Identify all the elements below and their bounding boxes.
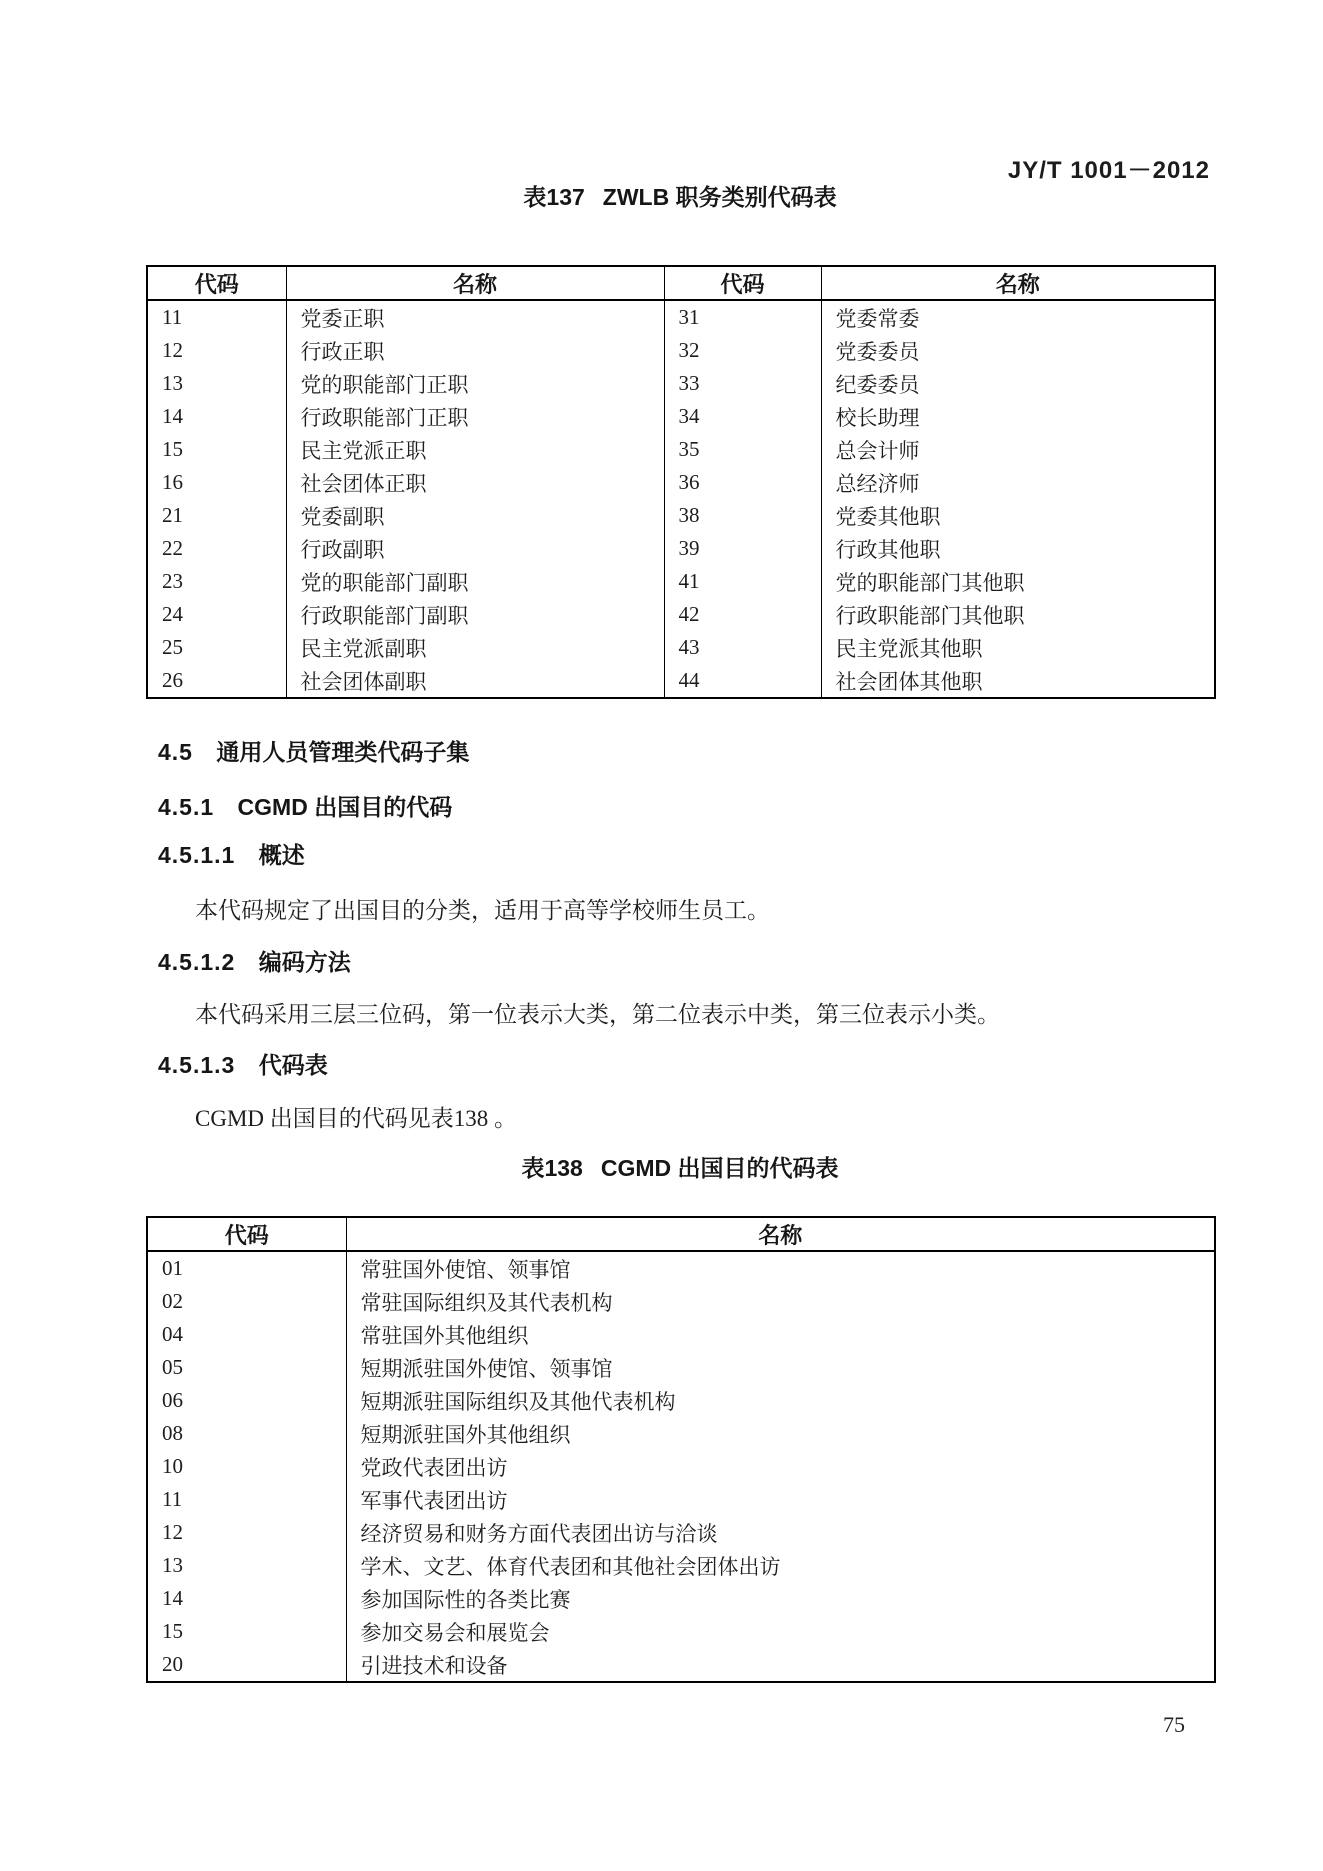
section-number: 4.5.1.1	[158, 842, 236, 868]
table138-caption-number: 表138	[521, 1155, 583, 1181]
name-cell: 行政职能部门其他职	[821, 598, 1215, 631]
table137-header-row	[147, 266, 1215, 300]
table-row	[147, 1483, 1215, 1516]
table-row	[147, 664, 1215, 698]
table-row	[147, 1648, 1215, 1682]
name-cell: 军事代表团出访	[346, 1483, 1215, 1516]
code-cell: 04	[162, 1322, 183, 1346]
table-row	[147, 532, 1215, 565]
code-cell: 35	[664, 433, 821, 466]
code-cell: 14	[162, 1586, 183, 1610]
section-number: 4.5.1	[158, 794, 215, 820]
code-cell: 11	[162, 1487, 183, 1511]
code-cell: 42	[664, 598, 821, 631]
code-cell: 34	[664, 400, 821, 433]
name-cell: 总会计师	[821, 433, 1215, 466]
name-cell: 校长助理	[821, 400, 1215, 433]
name-cell: 党委其他职	[821, 499, 1215, 532]
page-number: 75	[1163, 1712, 1185, 1737]
table137-caption	[146, 182, 1214, 212]
section-heading-4-5-1-3	[158, 1050, 328, 1080]
code-cell: 44	[664, 664, 821, 698]
code-cell: 08	[162, 1421, 183, 1445]
table-row	[147, 1251, 1215, 1285]
overview-paragraph: 本代码规定了出国目的分类，适用于高等学校师生员工。	[195, 898, 770, 923]
table-row	[147, 1351, 1215, 1384]
name-cell: 行政职能部门副职	[286, 598, 664, 631]
table-row	[147, 598, 1215, 631]
name-cell: 短期派驻国外其他组织	[346, 1417, 1215, 1450]
table137-header-code-left: 代码	[147, 266, 286, 300]
name-cell: 党委副职	[286, 499, 664, 532]
table137-caption-text: ZWLB 职务类别代码表	[602, 184, 837, 210]
code-cell: 43	[664, 631, 821, 664]
code-cell: 32	[664, 334, 821, 367]
name-cell: 党委委员	[821, 334, 1215, 367]
name-cell: 总经济师	[821, 466, 1215, 499]
table138-header-row	[147, 1217, 1215, 1251]
name-cell: 行政正职	[286, 334, 664, 367]
table-row	[147, 1450, 1215, 1483]
table-row	[147, 433, 1215, 466]
name-cell: 行政其他职	[821, 532, 1215, 565]
section-heading-4-5-1	[158, 792, 452, 822]
name-cell: 经济贸易和财务方面代表团出访与洽谈	[346, 1516, 1215, 1549]
code-cell: 02	[162, 1289, 183, 1313]
table138-caption-text: CGMD 出国目的代码表	[600, 1155, 839, 1181]
code-cell: 12	[162, 1520, 183, 1544]
name-cell: 党的职能部门其他职	[821, 565, 1215, 598]
code-cell: 10	[162, 1454, 183, 1478]
section-title: 代码表	[258, 1052, 328, 1078]
table138-cgmd-code-table	[146, 1216, 1216, 1683]
table-row	[147, 499, 1215, 532]
table-row	[147, 1582, 1215, 1615]
section-heading-4-5-1-1	[158, 840, 305, 870]
table-row	[147, 466, 1215, 499]
name-cell: 党政代表团出访	[346, 1450, 1215, 1483]
name-cell: 常驻国际组织及其代表机构	[346, 1285, 1215, 1318]
name-cell: 行政副职	[286, 532, 664, 565]
name-cell: 社会团体副职	[286, 664, 664, 698]
name-cell: 参加国际性的各类比赛	[346, 1582, 1215, 1615]
name-cell: 民主党派其他职	[821, 631, 1215, 664]
code-cell: 06	[162, 1388, 183, 1412]
section-number: 4.5.1.3	[158, 1052, 236, 1078]
table-row	[147, 1285, 1215, 1318]
code-cell: 39	[664, 532, 821, 565]
name-cell: 民主党派副职	[286, 631, 664, 664]
table-row	[147, 334, 1215, 367]
table137-body	[147, 300, 1215, 698]
code-cell: 23	[162, 569, 183, 593]
name-cell: 短期派驻国外使馆、领事馆	[346, 1351, 1215, 1384]
table-row	[147, 1615, 1215, 1648]
table-row	[147, 1516, 1215, 1549]
section-heading-4-5	[158, 737, 469, 767]
code-cell: 25	[162, 635, 183, 659]
code-cell: 01	[162, 1256, 183, 1280]
code-cell: 24	[162, 602, 183, 626]
section-number: 4.5	[158, 739, 193, 765]
table-row	[147, 1549, 1215, 1582]
name-cell: 纪委委员	[821, 367, 1215, 400]
code-cell: 33	[664, 367, 821, 400]
doc-code-header: JY/T 1001－2012	[1007, 157, 1210, 184]
code-cell: 26	[162, 668, 183, 692]
table137-header-name-right: 名称	[821, 266, 1215, 300]
table137-header-name-left: 名称	[286, 266, 664, 300]
table138-caption	[146, 1153, 1214, 1183]
code-cell: 36	[664, 466, 821, 499]
table138-header-name: 名称	[346, 1217, 1215, 1251]
table137-caption-number: 表137	[523, 184, 585, 210]
table-row	[147, 1384, 1215, 1417]
table-row	[147, 1318, 1215, 1351]
table-row	[147, 400, 1215, 433]
code-cell: 31	[664, 300, 821, 334]
coding-method-paragraph: 本代码采用三层三位码，第一位表示大类，第二位表示中类，第三位表示小类。	[195, 1002, 1000, 1027]
section-number: 4.5.1.2	[158, 949, 236, 975]
table137-header-code-right: 代码	[664, 266, 821, 300]
table-row	[147, 1417, 1215, 1450]
code-cell: 15	[162, 437, 183, 461]
code-cell: 13	[162, 1553, 183, 1577]
name-cell: 引进技术和设备	[346, 1648, 1215, 1682]
code-cell: 21	[162, 503, 183, 527]
name-cell: 参加交易会和展览会	[346, 1615, 1215, 1648]
code-cell: 15	[162, 1619, 183, 1643]
code-cell: 38	[664, 499, 821, 532]
table-row	[147, 565, 1215, 598]
name-cell: 行政职能部门正职	[286, 400, 664, 433]
section-title: 编码方法	[258, 949, 351, 975]
name-cell: 党的职能部门副职	[286, 565, 664, 598]
name-cell: 党委正职	[286, 300, 664, 334]
name-cell: 社会团体其他职	[821, 664, 1215, 698]
section-title: 通用人员管理类代码子集	[216, 739, 470, 765]
name-cell: 短期派驻国际组织及其他代表机构	[346, 1384, 1215, 1417]
section-heading-4-5-1-2	[158, 947, 351, 977]
name-cell: 民主党派正职	[286, 433, 664, 466]
table138-reference-paragraph: CGMD 出国目的代码见表138 。	[195, 1106, 518, 1131]
code-cell: 14	[162, 404, 183, 428]
code-cell: 41	[664, 565, 821, 598]
code-cell: 20	[162, 1652, 183, 1676]
code-cell: 12	[162, 338, 183, 362]
section-title: CGMD 出国目的代码	[237, 794, 453, 820]
table-row	[147, 631, 1215, 664]
section-title: 概述	[258, 842, 305, 868]
table138-header-code: 代码	[147, 1217, 346, 1251]
table-row	[147, 367, 1215, 400]
name-cell: 学术、文艺、体育代表团和其他社会团体出访	[346, 1549, 1215, 1582]
name-cell: 常驻国外使馆、领事馆	[346, 1251, 1215, 1285]
name-cell: 常驻国外其他组织	[346, 1318, 1215, 1351]
code-cell: 05	[162, 1355, 183, 1379]
name-cell: 社会团体正职	[286, 466, 664, 499]
code-cell: 16	[162, 470, 183, 494]
code-cell: 13	[162, 371, 183, 395]
table138-body	[147, 1251, 1215, 1682]
table-row	[147, 300, 1215, 334]
name-cell: 党的职能部门正职	[286, 367, 664, 400]
code-cell: 11	[162, 305, 183, 329]
name-cell: 党委常委	[821, 300, 1215, 334]
table137-zwlb-code-table	[146, 265, 1216, 699]
code-cell: 22	[162, 536, 183, 560]
